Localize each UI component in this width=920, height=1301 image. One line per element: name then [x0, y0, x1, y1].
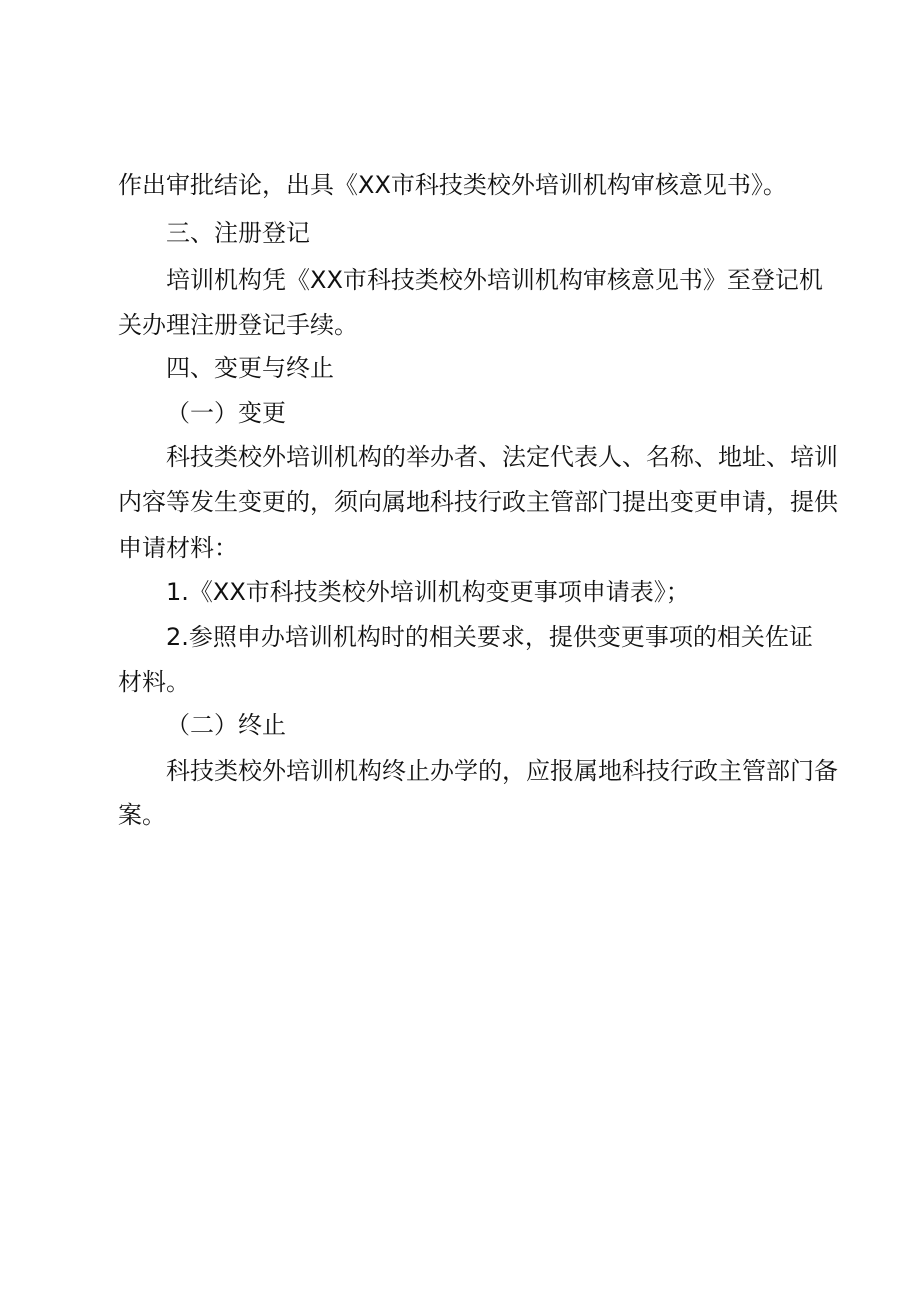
heading-registration: 三、注册登记: [166, 219, 310, 247]
subheading-termination: （二）终止: [166, 711, 286, 739]
paragraph-change-line-1: 科技类校外培训机构的举办者、法定代表人、名称、地址、培训: [166, 443, 838, 471]
paragraph-registration-line-2: 关办理注册登记手续。: [118, 311, 358, 339]
paragraph-termination-line-1: 科技类校外培训机构终止办学的，应报属地科技行政主管部门备: [166, 757, 838, 785]
list-item-1: 1.《XX市科技类校外培训机构变更事项申请表》；: [166, 578, 690, 606]
list-item-2-line-2: 材料。: [118, 668, 190, 696]
paragraph-change-line-3: 申请材料：: [118, 534, 238, 562]
heading-change-and-termination: 四、变更与终止: [166, 354, 334, 382]
subheading-change: （一）变更: [166, 399, 286, 427]
list-item-2-line-1: 2.参照申办培训机构时的相关要求，提供变更事项的相关佐证: [166, 623, 813, 651]
paragraph-change-line-2: 内容等发生变更的，须向属地科技行政主管部门提出变更申请，提供: [118, 488, 838, 516]
paragraph-termination-line-2: 案。: [118, 801, 166, 829]
paragraph-registration-line-1: 培训机构凭《XX市科技类校外培训机构审核意见书》至登记机: [166, 266, 823, 294]
paragraph-approval-conclusion: 作出审批结论，出具《XX市科技类校外培训机构审核意见书》。: [118, 171, 787, 199]
